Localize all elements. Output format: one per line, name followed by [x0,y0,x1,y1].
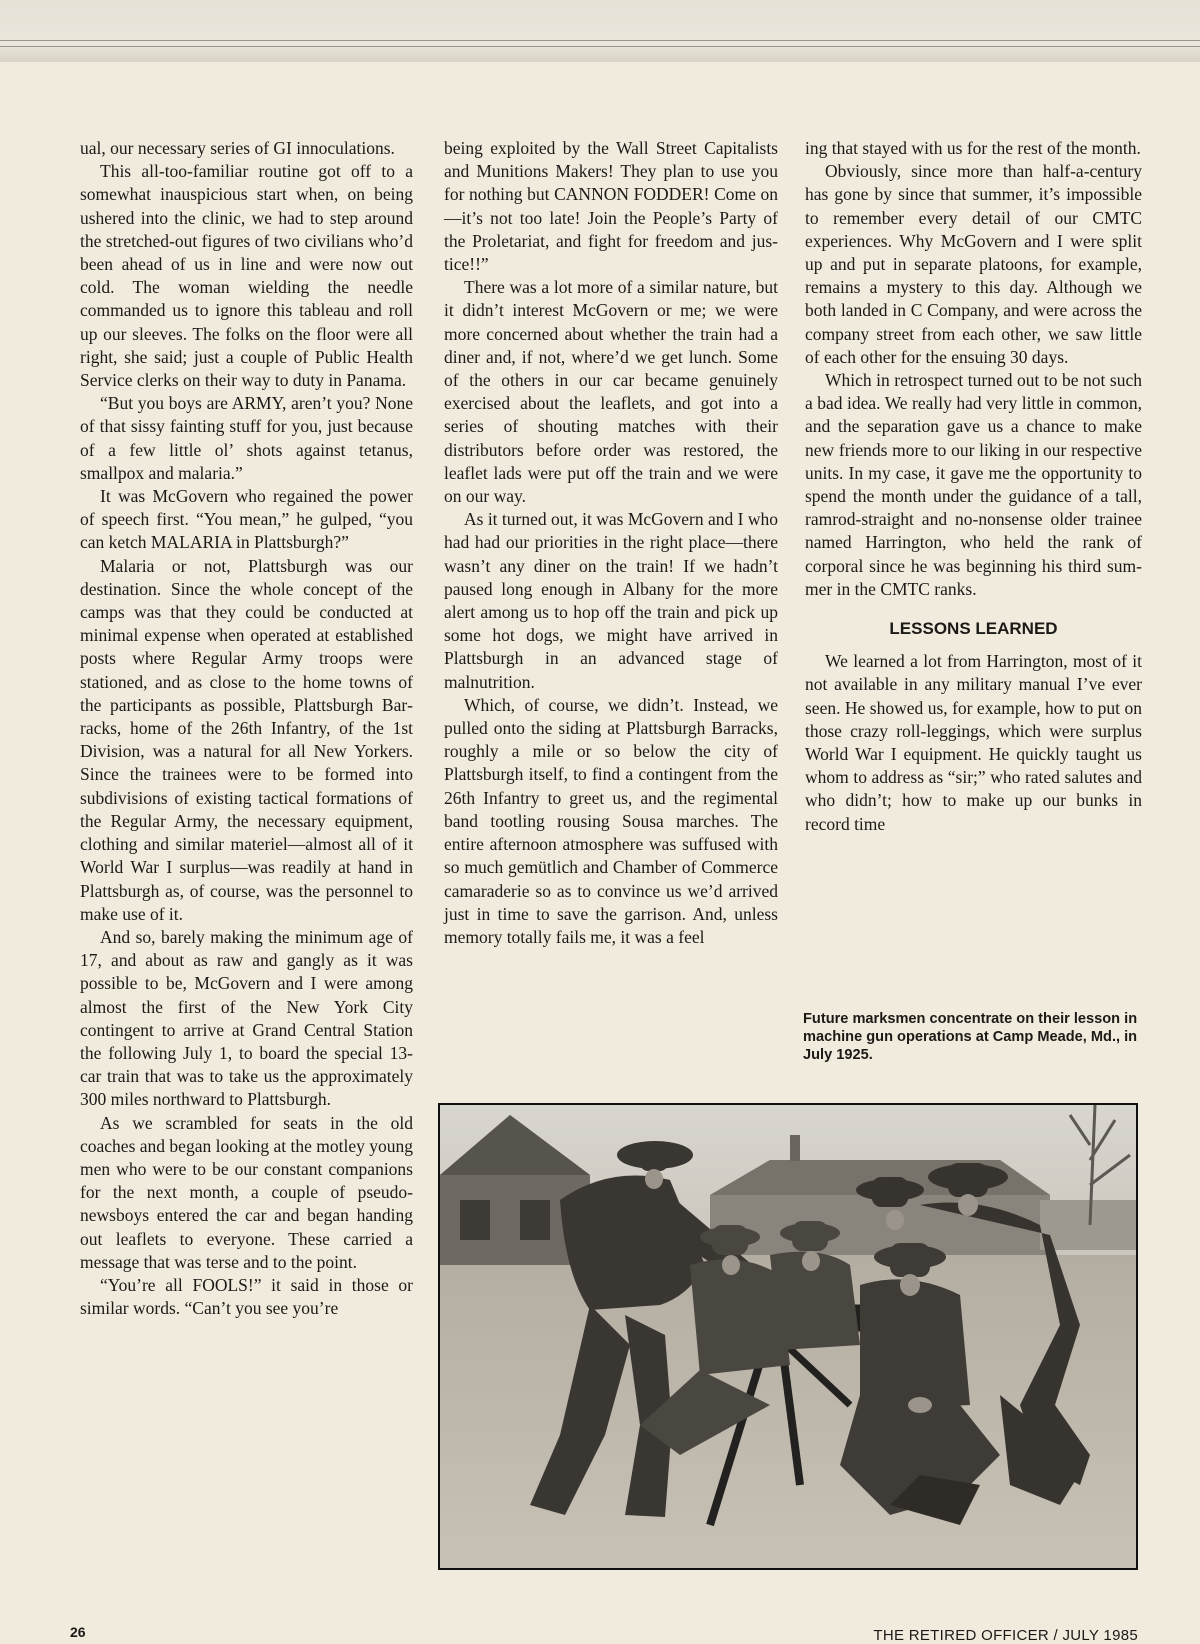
paragraph: As it turned out, it was McGovern and I who had had our priorities in the right place—there wasn’t any diner on the train! If we hadn’t paused long enough in Albany for the more alert among us to hop off the train and pick up some hot dogs, we might have arrived in Plattsburgh in an advanced stage of malnutrition. [444,509,778,692]
paragraph: Malaria or not, Plattsburgh was our destination. Since the whole concept of the camps was that they could be conducted at minimal expense when operated at established posts where Regular Army troops were stationed, and as close to the home towns of the participants as possible, Plattsburgh Barracks, home of the 26th Infantry, of the 1st Division, was a natural for all New Yorkers. Since the trainees were to be formed into subdivisions of existing tactical formations of the Regular Army, the necessary equipment, clothing and similar materiel—almost all of it World War I surplus—was readily at hand in Plattsburgh as, of course, was the personnel to make use of it. [80,555,413,924]
paragraph: We learned a lot from Harrington, most of it not available in any military manual I’ve ever seen. He showed us, for example, how to put on those crazy roll-leggings, which were surplus World War I equipment. He quickly taught us whom to address as “sir;” who rated salutes and who didn’t; how to make up our bunks in record time [805,651,1142,834]
page-top-band [0,0,1200,62]
paragraph: It was McGovern who regained the power of speech first. “You mean,” he gulped, “you can ketch MALARIA in Plattsburgh?” [80,486,413,553]
paragraph: As we scrambled for seats in the old coaches and began looking at the motley young men who were to be our constant companions for the next month, a couple of pseudo-newsboys entered the car and began handing out leaflets to everyone. These carried a message that was terse and to the point. [80,1112,413,1272]
paragraph: ual, our necessary series of GI innoculations. [80,138,395,158]
photo-illustration [440,1105,1136,1568]
paragraph: Which, of course, we didn’t. Instead, we pulled onto the siding at Plattsburgh Barracks, roughly a mile or so below the city of Plattsburgh itself, to find a contingent from the 26th Infantry to greet us, and the regimental band tootling rousing Sousa marches. The entire afternoon atmosphere was suffused with so much gemütlich and Chamber of Commerce camaraderie so as to convince us we’d arrived just in time to save the garrison. And, unless memory totally fails me, it was a feel [444,694,778,947]
page-number: 26 [70,1624,86,1640]
article-column-3 [805,137,1142,836]
paragraph: “You’re all FOOLS!” it said in those or similar words. “Can’t you see you’re [80,1274,413,1319]
photo-machine-gun-lesson [438,1103,1138,1570]
paragraph: ing that stayed with us for the rest of the month. [805,138,1141,158]
paragraph: This all-too-familiar routine got off to a somewhat inauspicious start when, on being ushered into the clinic, we had to step around the stretched-out figures of two civilians who’d been ahead of us in line and were now out cold. The woman wielding the needle commanded us to ignore this tableau and roll up our sleeves. The folks on the floor were all right, she said; just a couple of Public Health Service clerks on their way to duty in Panama. [80,161,413,391]
rule-line [0,40,1200,41]
paragraph: There was a lot more of a similar nature, but it didn’t interest McGovern or me; we were more concerned about whether the train had a diner and, if not, where’d we get lunch. Some of the others in our car became genuinely exercised about the leaflets, and got into a series of shouting matches with their distributors before order was restored, the leaflet lads were put off the train and we were on our way. [444,277,778,507]
publication-footer: THE RETIRED OFFICER / JULY 1985 [873,1627,1138,1644]
paragraph: being exploited by the Wall Street Capitalists and Munitions Makers! They plan to use you for nothing but CANNON FODDER! Come on—it’s not too late! Join the People’s Party of the Proletariat, and fight for freedom and justice!!” [444,138,778,275]
section-heading: LESSONS LEARNED [889,619,1058,639]
article-column-1 [80,137,413,1320]
paragraph: Obviously, since more than half-a-century has gone by since that summer, it’s impossible to remember every detail of our CMTC experiences. Why McGovern and I were split up and put in separate platoons, for example, remains a mystery to this day. Although we both landed in C Company, and were across the company street from each other, we saw little of each other for the ensuing 30 days. [805,161,1142,367]
paragraph: Which in retrospect turned out to be not such a bad idea. We really had very little in common, and the separation gave us a chance to make new friends more to our liking in our respective units. In my case, it gave me the opportunity to spend the month under the guidance of a tall, ramrod-straight and no-nonsense older trainee named Harrington, who held the rank of corporal since he was beginning his third summer in the CMTC ranks. [805,370,1142,599]
photo-caption: Future marksmen concentrate on their lesson in machine gun operations at Camp Meade, Md., in July 1925. [803,1011,1138,1063]
paragraph: “But you boys are ARMY, aren’t you? None of that sissy fainting stuff for you, just because of a few little ol’ shots against tetanus, smallpox and malaria.” [80,393,413,483]
paragraph: And so, barely making the minimum age of 17, and about as raw and gangly as it was possible to be, McGovern and I were among almost the first of the New York City contingent to arrive at Grand Central Station the following July 1, to board the special 13-car train that was to take us the approximately 300 miles northward to Plattsburgh. [80,926,413,1110]
article-column-2 [444,137,778,949]
rule-line [0,46,1200,47]
